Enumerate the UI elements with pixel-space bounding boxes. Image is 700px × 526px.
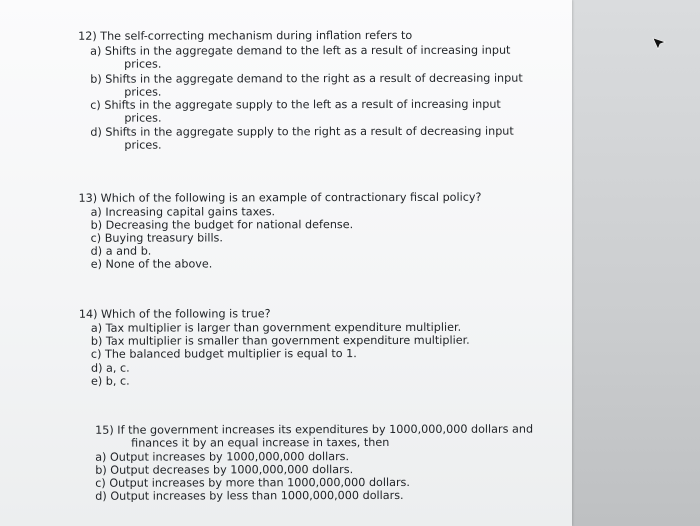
option-d-continued: prices. xyxy=(124,138,162,152)
option-c-continued: prices. xyxy=(124,111,162,125)
option-b: b) Output decreases by 1000,000,000 dollars. xyxy=(95,463,354,477)
option-b: b) Tax multiplier is smaller than government expenditure multiplier. xyxy=(90,333,470,348)
question-stem-continued: finances it by an equal increase in taxes, then xyxy=(131,435,390,450)
option-c: c) Buying treasury bills. xyxy=(90,231,223,245)
question-stem: 14) Which of the following is true? xyxy=(78,307,271,321)
option-a-continued: prices. xyxy=(124,57,162,71)
option-c: c) Output increases by more than 1000,000,000 dollars. xyxy=(95,475,410,490)
question-stem: 13) Which of the following is an example of contractionary fiscal policy? xyxy=(78,190,482,205)
option-d: d) a, c. xyxy=(90,361,130,375)
option-b-continued: prices. xyxy=(124,85,162,99)
option-a: a) Increasing capital gains taxes. xyxy=(90,205,276,219)
question-stem: 15) If the government increases its expenditures by 1000,000,000 dollars and xyxy=(95,422,534,437)
option-a: a) Shifts in the aggregate demand to the left as a result of increasing input xyxy=(90,43,511,58)
option-c: c) The balanced budget multiplier is equal to 1. xyxy=(90,347,357,361)
option-b: b) Shifts in the aggregate demand to the right as a result of decreasing input xyxy=(90,71,523,86)
screen-edge xyxy=(572,0,700,526)
option-a: a) Output increases by 1000,000,000 dollars. xyxy=(95,450,350,464)
option-d: d) Shifts in the aggregate supply to the right as a result of decreasing input xyxy=(90,124,514,139)
option-e: e) None of the above. xyxy=(90,257,213,271)
option-b: b) Decreasing the budget for national defense. xyxy=(90,218,354,232)
option-c: c) Shifts in the aggregate supply to the left as a result of increasing input xyxy=(90,97,501,112)
option-d: d) a and b. xyxy=(90,244,152,258)
option-d: d) Output increases by less than 1000,000,000 dollars. xyxy=(95,488,404,503)
question-stem: 12) The self-correcting mechanism during inflation refers to xyxy=(78,28,413,43)
option-e: e) b, c. xyxy=(90,374,130,388)
mouse-pointer-icon xyxy=(652,36,666,50)
option-a: a) Tax multiplier is larger than government expenditure multiplier. xyxy=(90,320,462,335)
